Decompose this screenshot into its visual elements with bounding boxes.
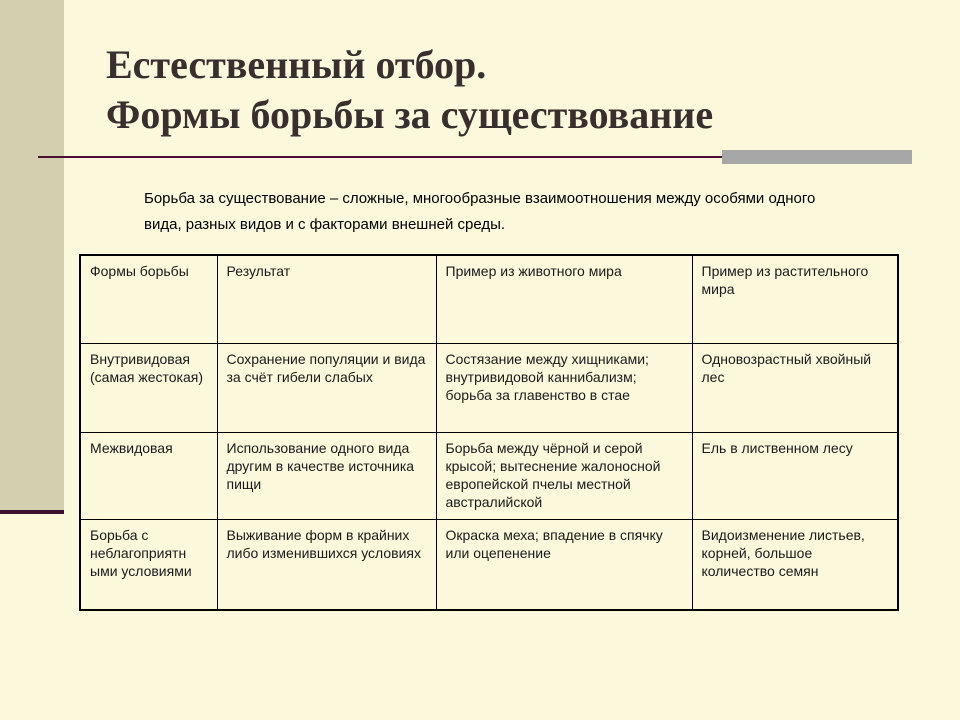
table-cell: Использование одного вида другим в качестве источника пищи <box>217 433 436 520</box>
slide-title-line-1: Естественный отбор. <box>106 42 487 87</box>
table-row <box>80 433 898 520</box>
definition-text: Борьба за существование – сложные, многообразные взаимоотношения между особями одного вида, разных видов и с факторами внешней среды. <box>144 190 816 233</box>
struggle-forms-table <box>79 254 899 611</box>
table-cell: Одновозрастный хвойный лес <box>692 344 898 433</box>
table-cell: Ель в лиственном лесу <box>692 433 898 520</box>
slide-title-line-2: Формы борьбы за существование <box>106 92 714 137</box>
table-cell: Сохранение популяции и вида за счёт гибели слабых <box>217 344 436 433</box>
table-cell: Борьба между чёрной и серой крысой; вытеснение жалоносной европейской пчелы местной австралийской <box>436 433 692 520</box>
table-row <box>80 344 898 433</box>
table-cell: Внутривидовая (самая жестокая) <box>80 344 217 433</box>
left-decor-line <box>0 510 64 514</box>
table-cell: Выживание форм в крайних либо изменившихся условиях <box>217 520 436 611</box>
header-cell-result: Результат <box>217 255 436 344</box>
table-cell: Видоизменение листьев, корней, большое количество семян <box>692 520 898 611</box>
header-cell-form: Формы борьбы <box>80 255 217 344</box>
table-row <box>80 520 898 611</box>
table-cell: Состязание между хищниками; внутривидовой каннибализм; борьба за главенство в стае <box>436 344 692 433</box>
table-cell: Окраска меха; впадение в спячку или оцепенение <box>436 520 692 611</box>
table-header-row <box>80 255 898 344</box>
table-cell: Межвидовая <box>80 433 217 520</box>
header-cell-animal-example: Пример из животного мира <box>436 255 692 344</box>
table-cell: Борьба с неблагоприятн ыми условиями <box>80 520 217 611</box>
left-decor-bar <box>0 0 64 510</box>
slide-title <box>106 40 713 140</box>
title-accent-bar <box>722 150 912 164</box>
header-cell-plant-example: Пример из растительного мира <box>692 255 898 344</box>
